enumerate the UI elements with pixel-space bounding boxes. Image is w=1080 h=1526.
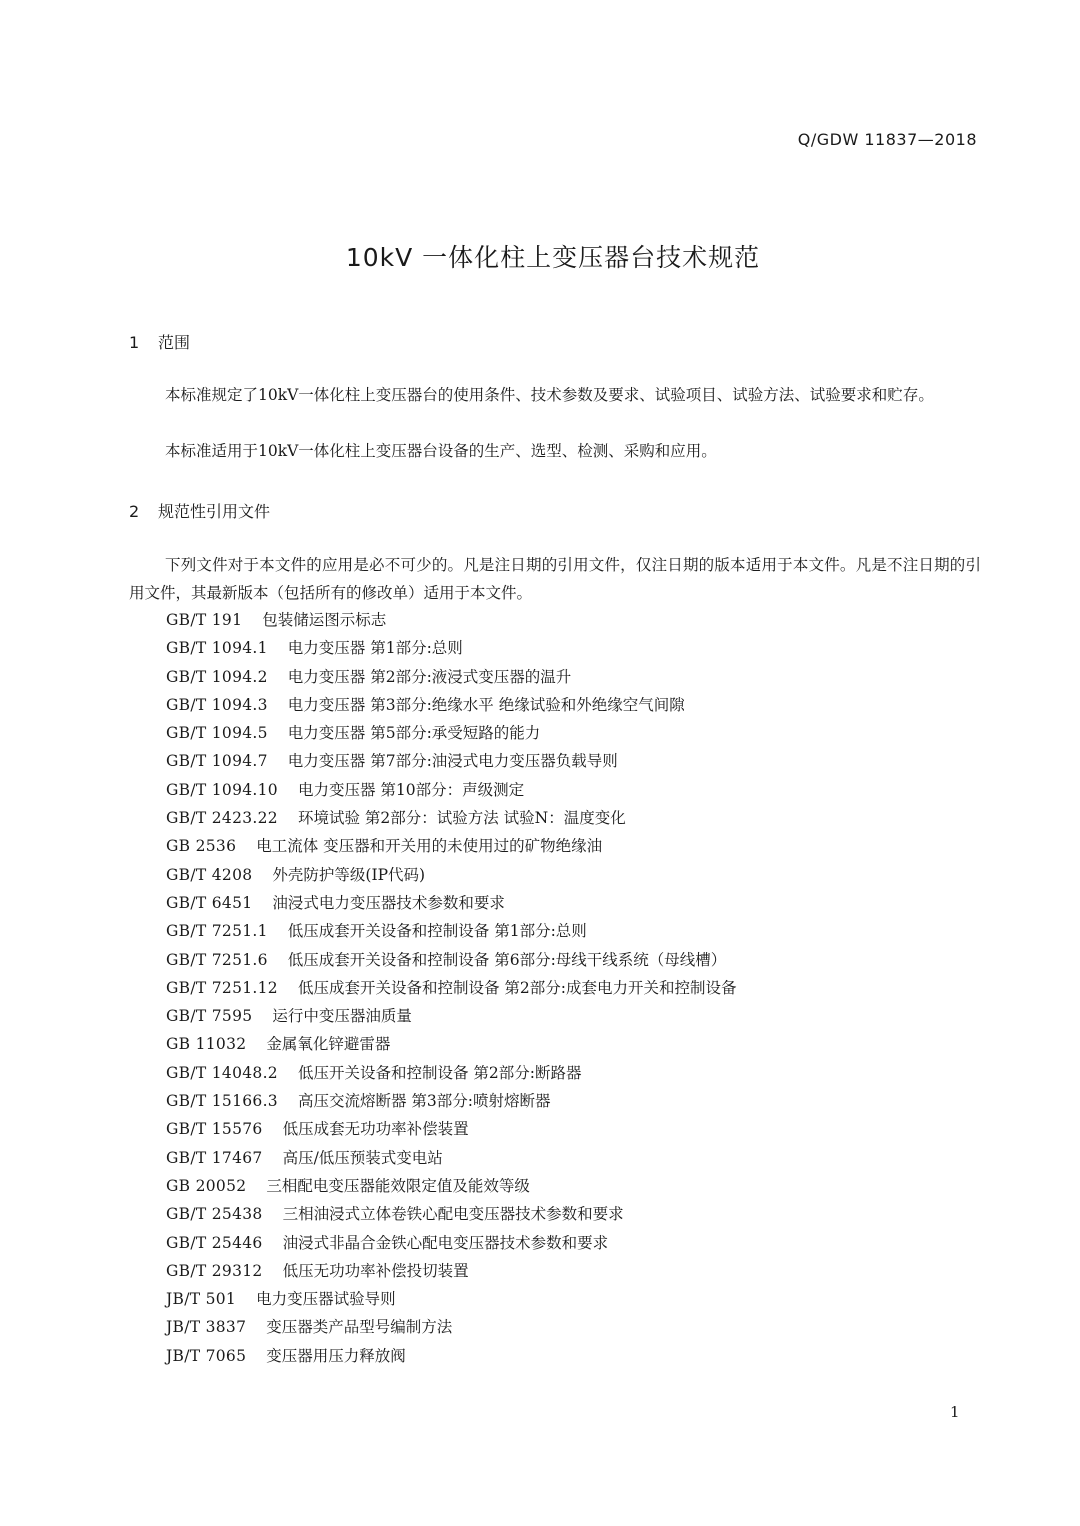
reference-code: GB/T 1094.3 (166, 695, 268, 714)
reference-item (166, 1144, 736, 1172)
reference-title: 低压成套开关设备和控制设备 第2部分:成套电力开关和控制设备 (297, 978, 737, 997)
reference-item (166, 1059, 736, 1087)
reference-title: 电力变压器 第10部分：声级测定 (297, 780, 525, 799)
reference-code: GB/T 4208 (166, 865, 253, 884)
reference-title: 三相配电变压器能效限定值及能效等级 (266, 1176, 530, 1195)
reference-list (166, 606, 736, 1370)
reference-item (166, 889, 736, 917)
reference-item (166, 1342, 736, 1370)
reference-code: JB/T 501 (166, 1290, 237, 1309)
reference-code: GB/T 7251.12 (166, 978, 278, 997)
reference-item (166, 719, 736, 747)
scope-paragraph-2: 本标准适用于10kV一体化柱上变压器台设备的生产、选型、检测、采购和应用。 (165, 442, 717, 460)
reference-item (166, 691, 736, 719)
reference-item (166, 974, 736, 1002)
reference-item (166, 1087, 736, 1115)
reference-code: GB/T 1094.2 (166, 667, 268, 686)
reference-item (166, 1115, 736, 1143)
reference-title: 电力变压器 第5部分:承受短路的能力 (287, 724, 541, 743)
reference-title: 高压/低压预装式变电站 (282, 1148, 443, 1167)
section-heading-normative-references (129, 499, 270, 522)
reference-title: 环境试验 第2部分：试验方法 试验N：温度变化 (297, 809, 626, 828)
reference-title: 电力变压器 第1部分:总则 (287, 639, 463, 658)
reference-code: GB/T 7251.6 (166, 950, 268, 969)
reference-item (166, 1285, 736, 1313)
reference-code: GB/T 191 (166, 611, 243, 629)
reference-code: GB/T 1094.10 (166, 780, 278, 799)
reference-item (166, 1257, 736, 1285)
reference-title: 低压开关设备和控制设备 第2部分:断路器 (297, 1063, 582, 1082)
reference-item (166, 832, 736, 860)
reference-code: GB/T 25446 (166, 1233, 263, 1252)
reference-item (166, 1200, 736, 1228)
reference-code: GB/T 29312 (166, 1261, 263, 1280)
section-number: 2 (129, 502, 140, 521)
reference-code: GB/T 7251.1 (166, 922, 268, 941)
reference-code: GB/T 17467 (166, 1148, 263, 1167)
reference-code: GB/T 6451 (166, 893, 253, 912)
reference-item (166, 804, 736, 832)
section-heading-scope (129, 330, 190, 353)
document-title: 10kV 一体化柱上变压器台技术规范 (345, 243, 761, 272)
reference-code: GB/T 14048.2 (166, 1063, 278, 1082)
reference-title: 变压器用压力释放阀 (266, 1346, 406, 1365)
reference-item (166, 917, 736, 945)
reference-code: GB/T 25438 (166, 1205, 263, 1224)
reference-title: 高压交流熔断器 第3部分:喷射熔断器 (297, 1092, 551, 1111)
reference-code: JB/T 3837 (166, 1318, 247, 1337)
reference-item (166, 606, 736, 634)
document-code: Q/GDW 11837—2018 (797, 130, 977, 149)
reference-title: 电力变压器 第2部分:液浸式变压器的温升 (287, 667, 572, 686)
reference-title: 低压成套无功功率补偿装置 (282, 1120, 469, 1139)
reference-title: 油浸式非晶合金铁心配电变压器技术参数和要求 (282, 1233, 609, 1252)
reference-title: 电力变压器试验导则 (256, 1290, 396, 1309)
reference-title: 变压器类产品型号编制方法 (266, 1318, 453, 1337)
reference-title: 电工流体 变压器和开关用的未使用过的矿物绝缘油 (256, 837, 603, 856)
reference-item (166, 1002, 736, 1030)
reference-item (166, 946, 736, 974)
reference-item (166, 1030, 736, 1058)
reference-title: 低压无功功率补偿投切装置 (282, 1261, 469, 1280)
reference-item (166, 1229, 736, 1257)
reference-item (166, 1172, 736, 1200)
reference-code: JB/T 7065 (166, 1346, 247, 1365)
reference-title: 电力变压器 第7部分:油浸式电力变压器负载导则 (287, 752, 618, 771)
reference-title: 包装储运图示标志 (262, 611, 387, 629)
reference-item (166, 1313, 736, 1341)
reference-item (166, 747, 736, 775)
reference-code: GB 20052 (166, 1176, 247, 1195)
reference-title: 运行中变压器油质量 (272, 1007, 412, 1026)
reference-item (166, 861, 736, 889)
reference-code: GB 11032 (166, 1035, 247, 1054)
reference-code: GB/T 7595 (166, 1007, 253, 1026)
scope-paragraph-1: 本标准规定了10kV一体化柱上变压器台的使用条件、技术参数及要求、试验项目、试验方法、试验要求和贮存。 (165, 386, 934, 404)
references-intro-paragraph: 下列文件对于本文件的应用是必不可少的。凡是注日期的引用文件，仅注日期的版本适用于本文件。凡是不注日期的引用文件，其最新版本（包括所有的修改单）适用于本文件。 (129, 556, 981, 602)
reference-code: GB/T 2423.22 (166, 809, 278, 828)
reference-code: GB/T 1094.7 (166, 752, 268, 771)
reference-title: 外壳防护等级(IP代码) (272, 865, 426, 884)
page-number: 1 (950, 1403, 960, 1421)
section-title: 规范性引用文件 (158, 502, 271, 521)
section-number: 1 (129, 333, 140, 352)
section-title: 范围 (158, 333, 191, 352)
reference-title: 低压成套开关设备和控制设备 第1部分:总则 (287, 922, 587, 941)
reference-code: GB/T 15166.3 (166, 1092, 278, 1111)
reference-code: GB 2536 (166, 837, 237, 856)
reference-code: GB/T 1094.5 (166, 724, 268, 743)
reference-code: GB/T 15576 (166, 1120, 263, 1139)
reference-title: 油浸式电力变压器技术参数和要求 (272, 893, 505, 912)
reference-title: 金属氧化锌避雷器 (266, 1035, 391, 1054)
reference-item (166, 663, 736, 691)
reference-title: 电力变压器 第3部分:绝缘水平 绝缘试验和外绝缘空气间隙 (287, 695, 685, 714)
reference-title: 低压成套开关设备和控制设备 第6部分:母线干线系统（母线槽） (287, 950, 727, 969)
reference-item (166, 634, 736, 662)
reference-item (166, 776, 736, 804)
reference-title: 三相油浸式立体卷铁心配电变压器技术参数和要求 (282, 1205, 624, 1224)
reference-code: GB/T 1094.1 (166, 639, 268, 658)
